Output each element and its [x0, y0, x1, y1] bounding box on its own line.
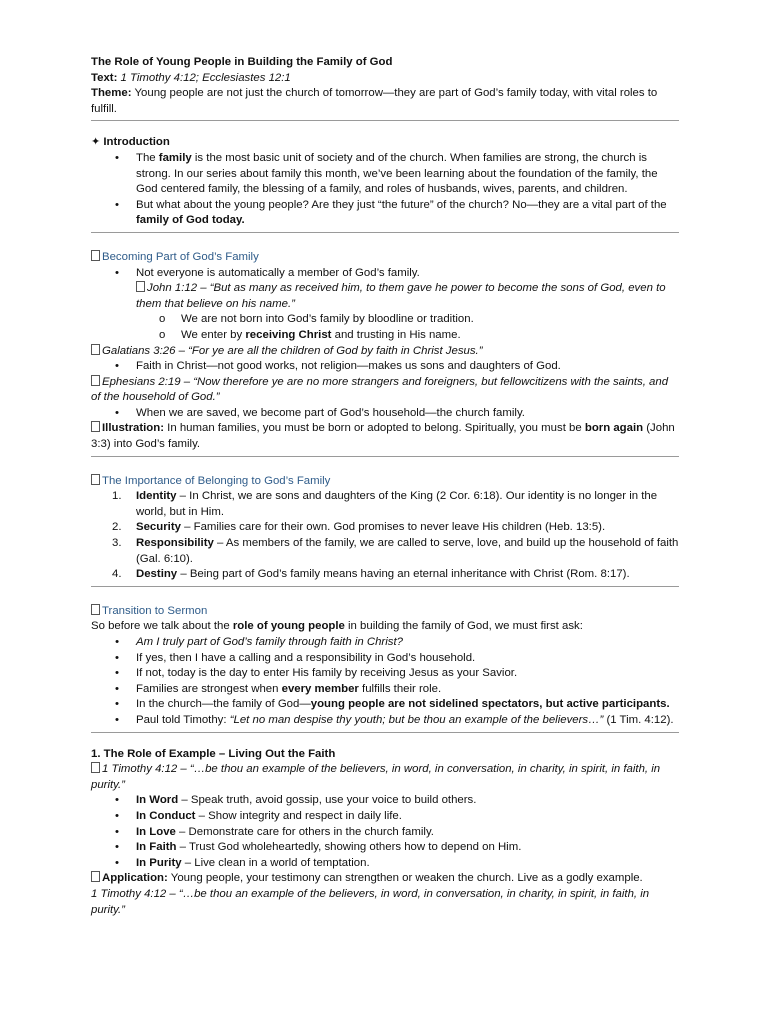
sub-item: [91, 328, 679, 344]
illustration-pre: In human families, you must be born or adopted to belong. Spiritually, you must be: [164, 422, 585, 435]
item-text: – Families care for their own. God promises to never leave His children (Heb. 13:5).: [180, 521, 606, 534]
transition-heading: [91, 604, 679, 620]
example-verse: [91, 762, 679, 793]
importance-heading: [91, 474, 679, 490]
item-number: 1.: [112, 490, 122, 503]
becoming-heading: [91, 250, 679, 266]
b4-bold: every member: [281, 682, 359, 695]
b4-pre: Families are strongest when: [136, 682, 282, 695]
intro-b1-bold: family: [158, 151, 192, 164]
b6-pre: Paul told Timothy:: [136, 713, 230, 726]
example-verse-text: 1 Timothy 4:12 – “…be thou an example of the believers, in word, in conversation, in charity, in spirit, in faith, in purity.”: [91, 763, 661, 791]
becoming-heading-text: Becoming Part of God’s Family: [102, 250, 259, 263]
intro-list: [91, 151, 679, 229]
john-verse: John 1:12 – “But as many as received him, to them gave he power to become the sons of God, even to them that believe on his name.”: [136, 282, 666, 310]
sub-marker: o: [159, 313, 166, 326]
list-item: • Faith in Christ—not good works, not religion—makes us sons and daughters of God.: [91, 359, 679, 375]
illustration: [91, 421, 679, 452]
section-divider: [91, 232, 679, 233]
missing-glyph-icon: [91, 762, 100, 773]
list-item: • If yes, then I have a calling and a responsibility in God’s household.: [91, 651, 679, 667]
b5-pre: In the church—the family of God—: [136, 698, 311, 711]
sparkle-icon: ✦: [91, 136, 101, 149]
missing-glyph-icon: [91, 871, 100, 882]
becoming-list: [91, 266, 679, 313]
intro-b2-bold: family of God today.: [136, 214, 245, 227]
section-divider: [91, 586, 679, 587]
theme-label: Theme:: [91, 87, 132, 100]
ephesians-list: [91, 406, 679, 422]
item-text: – Trust God wholeheartedly, showing others how to depend on Him.: [176, 841, 522, 854]
example-heading: 1. The Role of Example – Living Out the Faith: [91, 747, 336, 760]
closing-verse: 1 Timothy 4:12 – “…be thou an example of the believers, in word, in conversation, in charity, in spirit, in faith, in purity.”: [91, 887, 650, 916]
list-item: • Am I truly part of God’s family through faith in Christ?: [91, 635, 679, 651]
theme-value: Young people are not just the church of tomorrow—they are part of God’s family today, with vital roles to fulfill.: [91, 87, 658, 115]
text-reference: [91, 71, 679, 87]
list-item: [91, 567, 679, 583]
intro-b2-pre: But what about the young people? Are they just “the future” of the church? No—they are a vital part of the: [136, 198, 667, 211]
item-text: – Show integrity and respect in daily life.: [195, 809, 402, 822]
sub2-post: and trusting in His name.: [331, 328, 461, 341]
item-text: – Demonstrate care for others in the church family.: [175, 825, 434, 838]
intro-heading: [91, 135, 679, 151]
item-term: In Word: [136, 794, 179, 807]
example-list: [91, 793, 679, 871]
sub-item: [91, 312, 679, 328]
item-term: Identity: [136, 490, 177, 503]
item-term: Responsibility: [136, 537, 214, 550]
list-item: [91, 682, 679, 698]
galatians-text: Galatians 3:26 – “For ye are all the children of God by faith in Christ Jesus.”: [102, 344, 483, 357]
application-label: Application:: [102, 872, 168, 885]
text-label: Text:: [91, 71, 118, 84]
item-term: In Faith: [136, 841, 177, 854]
lead-post: in building the family of God, we must first ask:: [344, 620, 583, 633]
list-item: • When we are saved, we become part of God’s household—the church family.: [91, 406, 679, 422]
b4-post: fulfills their role.: [358, 682, 442, 695]
list-item: [91, 266, 679, 313]
intro-b1-post: is the most basic unit of society and of the church. When families are strong, the church is strong. In our series about family this month, we’ve been learning about the foundation of the family, the God centered family, the blessing of a family, and roles of husbands, wives, parents, and children.: [136, 151, 658, 196]
list-item: [91, 697, 679, 713]
ephesians-verse: [91, 375, 679, 406]
transition-lead: [91, 619, 679, 635]
importance-heading-text: The Importance of Belonging to God’s Family: [102, 474, 331, 487]
item-term: In Love: [136, 825, 176, 838]
illustration-post: (John 3:3) into God’s family.: [91, 422, 675, 451]
ephesians-text: Ephesians 2:19 – “Now therefore ye are no more strangers and foreigners, but fellowcitizens with the saints, and of the household of God.”: [91, 375, 669, 404]
text-value: 1 Timothy 4:12; Ecclesiastes 12:1: [120, 71, 291, 84]
becoming-b1: Not everyone is automatically a member of God’s family.: [136, 266, 420, 279]
list-item: [91, 151, 679, 198]
b6-italic: “Let no man despise thy youth; but be thou an example of the believers…”: [229, 713, 604, 726]
missing-glyph-icon: [136, 281, 145, 292]
item-term: Destiny: [136, 568, 178, 581]
item-text: – As members of the family, we are called to serve, love, and build up the household of faith (Gal. 6:10).: [136, 537, 679, 565]
document-title: The Role of Young People in Building the Family of God: [91, 56, 393, 68]
item-text: – In Christ, we are sons and daughters of the King (2 Cor. 6:18). Our identity is no longer in the world, but in Him.: [136, 490, 658, 518]
list-item: [91, 713, 679, 729]
lead-pre: So before we talk about the: [91, 620, 233, 633]
sub2-bold: receiving Christ: [245, 328, 332, 341]
section-divider: [91, 732, 679, 733]
galatians-list: [91, 359, 679, 375]
galatians-verse: [91, 344, 679, 360]
application: [91, 871, 679, 887]
missing-glyph-icon: [91, 375, 100, 386]
theme-line: [91, 86, 679, 117]
list-item: • If not, today is the day to enter His family by receiving Jesus as your Savior.: [91, 666, 679, 682]
item-number: 4.: [112, 568, 122, 581]
list-item: [91, 536, 679, 567]
item-text: – Being part of God’s family means having an eternal inheritance with Christ (Rom. 8:17).: [177, 568, 630, 581]
intro-b1-pre: The: [136, 151, 159, 164]
list-item: [91, 520, 679, 536]
b5-bold: young people are not sidelined spectators, but active participants.: [310, 698, 670, 711]
transition-list: [91, 635, 679, 729]
item-term: In Conduct: [136, 809, 196, 822]
b6-post: (1 Tim. 4:12).: [603, 713, 674, 726]
missing-glyph-icon: [91, 421, 100, 432]
document-page: [91, 55, 679, 918]
item-number: 3.: [112, 537, 122, 550]
transition-heading-text: Transition to Sermon: [102, 604, 208, 617]
importance-list: [91, 489, 679, 583]
sub1-text: We are not born into God’s family by bloodline or tradition.: [181, 313, 474, 326]
missing-glyph-icon: [91, 250, 100, 261]
sub-marker: o: [159, 328, 166, 341]
list-item: [91, 809, 679, 825]
section-divider: [91, 120, 679, 121]
illustration-label: Illustration:: [102, 422, 165, 435]
missing-glyph-icon: [91, 474, 100, 485]
item-text: – Speak truth, avoid gossip, use your voice to build others.: [178, 794, 477, 807]
lead-bold: role of young people: [232, 620, 345, 633]
item-term: In Purity: [136, 856, 182, 869]
list-item: [91, 825, 679, 841]
sub2-pre: We enter by: [181, 328, 246, 341]
illustration-bold: born again: [584, 422, 644, 435]
list-item: [91, 840, 679, 856]
list-item: [91, 856, 679, 872]
item-number: 2.: [112, 521, 122, 534]
list-item: [91, 489, 679, 520]
list-item: [91, 793, 679, 809]
item-term: Security: [136, 521, 181, 534]
missing-glyph-icon: [91, 604, 100, 615]
intro-heading-text: Introduction: [103, 136, 170, 149]
section-divider: [91, 456, 679, 457]
application-text: Young people, your testimony can strengthen or weaken the church. Live as a godly example.: [167, 872, 643, 885]
missing-glyph-icon: [91, 344, 100, 355]
list-item: [91, 198, 679, 229]
item-text: – Live clean in a world of temptation.: [181, 856, 370, 869]
